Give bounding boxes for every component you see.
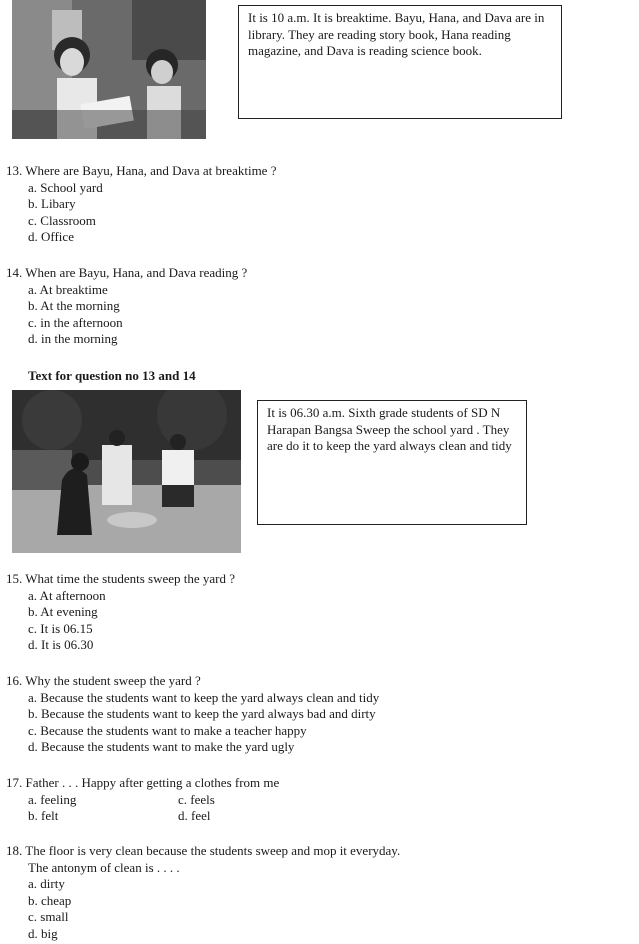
question-17-option-d[interactable]: d. feel	[178, 808, 211, 824]
question-14-option-a[interactable]: a. At breaktime	[28, 281, 108, 297]
question-16-option-b[interactable]: b. Because the students want to keep the yard always bad and dirty	[28, 706, 376, 722]
question-18-option-c[interactable]: c. small	[28, 909, 69, 925]
sweeping-photo-illustration	[12, 390, 241, 553]
question-14-option-c[interactable]: c. in the afternoon	[28, 314, 123, 330]
question-13-option-a[interactable]: a. School yard	[28, 179, 103, 195]
question-13	[6, 163, 276, 246]
question-18-option-d[interactable]: d. big	[28, 925, 58, 941]
question-14	[6, 265, 247, 348]
question-13-option-c[interactable]: c. Classroom	[28, 212, 96, 228]
section-heading: Text for question no 13 and 14	[28, 368, 196, 383]
question-16-option-a[interactable]: a. Because the students want to keep the yard always clean and tidy	[28, 689, 380, 705]
passage2-text: It is 06.30 a.m. Sixth grade students of SD N Harapan Bangsa Sweep the school yard . They are do it to keep the yard always clean and tidy	[267, 405, 512, 454]
library-photo	[12, 0, 206, 139]
library-photo-illustration	[12, 0, 206, 139]
question-16-option-c[interactable]: c. Because the students want to make a teacher happy	[28, 722, 307, 738]
question-16-stem: 16. Why the student sweep the yard ?	[6, 673, 201, 688]
question-17-option-c[interactable]: c. feels	[178, 791, 215, 807]
passage1-box	[238, 5, 562, 119]
question-18-option-b[interactable]: b. cheap	[28, 892, 72, 908]
question-13-stem: 13. Where are Bayu, Hana, and Dava at breaktime ?	[6, 163, 277, 178]
question-15-option-a[interactable]: a. At afternoon	[28, 587, 106, 603]
question-18	[6, 843, 400, 943]
question-15-option-d[interactable]: d. It is 06.30	[28, 637, 94, 653]
question-18-option-a[interactable]: a. dirty	[28, 876, 65, 892]
question-17-option-a[interactable]: a. feeling	[28, 791, 77, 807]
question-18-stem-2: The antonym of clean is . . . .	[28, 859, 180, 875]
question-16-option-d[interactable]: d. Because the students want to make the yard ugly	[28, 739, 295, 755]
question-17-options	[6, 792, 328, 825]
question-13-option-d[interactable]: d. Office	[28, 229, 74, 245]
passage2-box	[257, 400, 527, 525]
question-14-option-d[interactable]: d. in the morning	[28, 331, 118, 347]
question-18-stem: 18. The floor is very clean because the students sweep and mop it everyday.	[6, 843, 401, 858]
question-15-stem: 15. What time the students sweep the yard ?	[6, 571, 236, 586]
question-17-option-b[interactable]: b. felt	[28, 808, 59, 824]
question-15	[6, 571, 235, 654]
passage1-text: It is 10 a.m. It is breaktime. Bayu, Hana, and Dava are in library. They are reading story book, Hana reading magazine, and Dava is reading science book.	[248, 10, 545, 59]
question-14-stem: 14. When are Bayu, Hana, and Dava reading ?	[6, 265, 248, 280]
question-17-stem: 17. Father . . . Happy after getting a clothes from me	[6, 775, 280, 790]
question-17	[6, 775, 328, 825]
question-14-option-b[interactable]: b. At the morning	[28, 298, 120, 314]
question-15-option-b[interactable]: b. At evening	[28, 604, 98, 620]
sweeping-photo	[12, 390, 241, 553]
question-15-option-c[interactable]: c. It is 06.15	[28, 620, 93, 636]
question-16	[6, 673, 379, 756]
question-13-option-b[interactable]: b. Libary	[28, 196, 76, 212]
